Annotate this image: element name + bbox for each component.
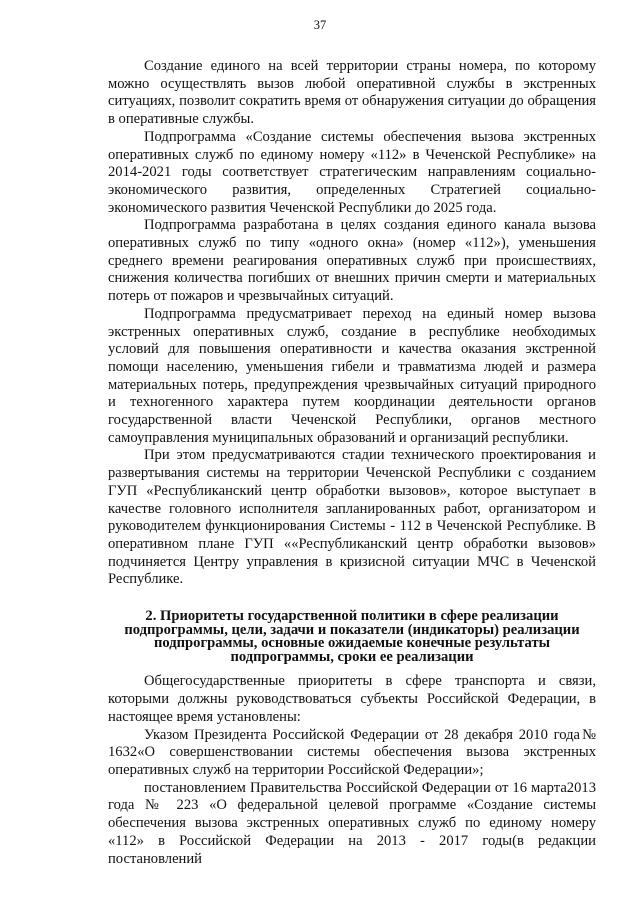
page-number: 37: [313, 18, 327, 32]
paragraph-presidential-decree: Указом Президента Российской Федерации от 28 декабря 2010 года№ 1632«О совершенствовании системы обеспечения вызова экстренных оперативных служб на территории Российской Федерации»;: [108, 726, 596, 778]
paragraph-design-stages: При этом предусматриваются стадии технического проектирования и развертывания системы на территории Чеченской Республики с созданием ГУП «Республиканский центр обработки вызовов», которое выступает в качестве головного исполнителя запланированных работ, организатором и руководителем функционирования Системы - 112 в Чеченской Республике. В оперативном плане ГУП ««Республиканский центр обработки вызовов» подчиняется Центру управления в кризисной ситуации МЧС в Чеченской Республике.: [108, 447, 596, 588]
paragraph-national-priorities: Общегосударственные приоритеты в сфере транспорта и связи, которыми должны руководствоваться субъекты Российской Федерации, в настоящее время установлены:: [108, 673, 596, 725]
paragraph-subprogram-transition: Подпрограмма предусматривает переход на единый номер вызова экстренных оперативных служб, создание в республике необходимых условий для повышения оперативности и качества оказания экстренной помощи населению, уменьшения гибели и травматизма людей и размера материальных потерь, предупреждения чрезвычайных ситуаций природного и техногенного характера путем координации деятельности органов государственной власти Чеченской Республики, органов местного самоуправления муниципальных образований и организаций республики.: [108, 305, 596, 446]
section-heading: 2. Приоритеты государственной политики в сфере реализации подпрограммы, цели, задачи и показатели (индикаторы) реализации подпрограммы, основные ожидаемые конечные результаты подпрограммы, сроки ее реализации: [124, 608, 580, 665]
paragraph-subprogram-strategy: Подпрограмма «Создание системы обеспечения вызова экстренных оперативных служб по единому номеру «112» в Чеченской Республике» на 2014-2021 годы соответствует стратегическим направлениям социально-экономического развития, определенных Стратегией социально-экономического развития Чеченской Республики до 2025 года.: [108, 128, 596, 216]
paragraph-government-resolution: постановлением Правительства Российской Федерации от 16 марта2013 года № 223 «О федеральной целевой программе «Создание системы обеспечения вызова экстренных оперативных служб по единому номеру «112» в Российской Федерации на 2013 - 2017 годы(в редакции постановлений: [108, 779, 596, 867]
document-body: [108, 58, 596, 868]
paragraph-unified-number: Создание единого на всей территории страны номера, по которому можно осуществлять вызов любой оперативной службы в экстренных ситуациях, позволит сократить время от обнаружения ситуации до обращения в оперативные службы.: [108, 58, 596, 128]
paragraph-subprogram-goals: Подпрограмма разработана в целях создания единого канала вызова оперативных служб по типу «одного окна» (номер «112»), уменьшения среднего времени реагирования оперативных служб при происшествиях, снижения количества погибших от внешних причин смерти и материальных потерь от пожаров и чрезвычайных ситуаций.: [108, 217, 596, 305]
